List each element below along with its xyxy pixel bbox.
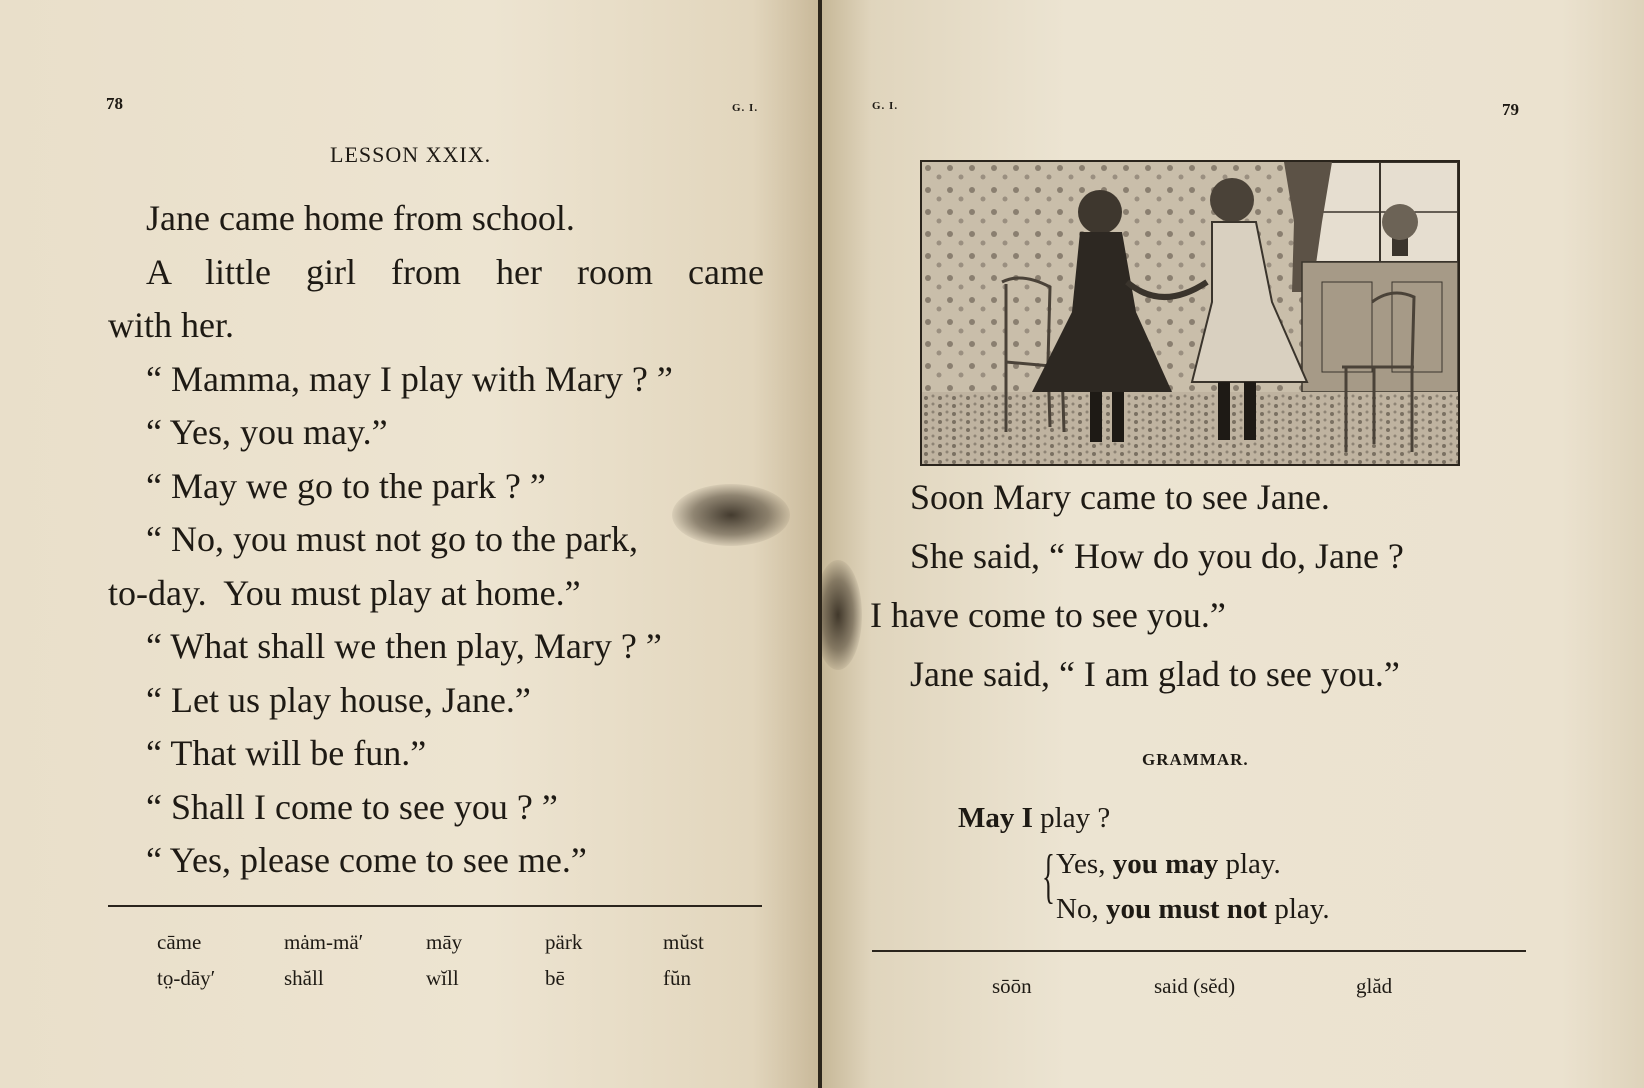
grammar-answer-yes bbox=[1056, 848, 1281, 881]
answer-bold: you may bbox=[1112, 848, 1219, 880]
grammar-question-rest: play ? bbox=[1032, 802, 1111, 834]
grammar-question bbox=[958, 802, 1110, 835]
text-line: “ Yes, you may.” bbox=[146, 412, 388, 452]
illustration-drawing bbox=[922, 162, 1458, 464]
vocab-word: bē bbox=[545, 966, 565, 990]
lesson-title: LESSON XXIX. bbox=[330, 142, 492, 167]
grammar-question-bold: May I bbox=[958, 802, 1033, 834]
vocab-word: mŭst bbox=[663, 930, 704, 954]
lesson-text bbox=[870, 468, 1490, 704]
text-line: I have come to see you.” bbox=[870, 595, 1226, 635]
vocab-word: fŭn bbox=[663, 966, 691, 990]
vocab-word: cāme bbox=[157, 930, 202, 954]
ink-smudge bbox=[672, 484, 790, 546]
text-line: “ Let us play house, Jane.” bbox=[146, 679, 531, 720]
grammar-answer-no bbox=[1056, 893, 1330, 926]
signature-mark: G. I. bbox=[872, 100, 899, 112]
text-line: “ May we go to the park ? ” bbox=[146, 465, 546, 506]
vocab-word: pärk bbox=[545, 930, 583, 954]
vocab-word: wĭll bbox=[426, 966, 459, 990]
text-line: Jane said, “ I am glad to see you.” bbox=[910, 654, 1400, 694]
text-line: to-day. You must play at home.” bbox=[108, 572, 581, 613]
text-line: Soon Mary came to see Jane. bbox=[910, 477, 1330, 517]
answer-pre: Yes, bbox=[1056, 848, 1113, 880]
page-number: 78 bbox=[106, 94, 123, 113]
answer-post: play. bbox=[1218, 848, 1281, 880]
text-line: A little girl from her room came bbox=[146, 251, 764, 292]
page-number: 79 bbox=[1502, 100, 1519, 119]
answer-pre: No, bbox=[1056, 893, 1106, 925]
vocab-word: māy bbox=[426, 930, 463, 954]
two-girls-holding-hands-illustration bbox=[920, 160, 1460, 466]
ink-smudge bbox=[822, 560, 862, 670]
curly-brace-icon: { bbox=[1042, 843, 1055, 909]
text-line: “ No, you must not go to the park, bbox=[146, 519, 638, 559]
text-line: “ Shall I come to see you ? ” bbox=[146, 786, 558, 827]
answer-bold: you must not bbox=[1105, 893, 1268, 925]
signature-mark: G. I. bbox=[732, 102, 759, 114]
text-line: “ Mamma, may I play with Mary ? ” bbox=[146, 358, 673, 399]
left-page bbox=[0, 0, 818, 1088]
divider-rule bbox=[108, 905, 762, 907]
text-line: “ Yes, please come to see me.” bbox=[146, 840, 587, 880]
text-line: “ What shall we then play, Mary ? ” bbox=[146, 626, 662, 666]
text-line: She said, “ How do you do, Jane ? bbox=[910, 536, 1404, 576]
text-line: with her. bbox=[108, 305, 234, 345]
vocab-word: sōōn bbox=[992, 974, 1032, 998]
vocab-word: said (sĕd) bbox=[1154, 974, 1236, 998]
vocab-word: to̤-dāy′ bbox=[157, 966, 216, 990]
grammar-heading: GRAMMAR. bbox=[1142, 750, 1249, 769]
text-line: Jane came home from school. bbox=[146, 198, 575, 238]
divider-rule bbox=[872, 950, 1526, 952]
answer-post: play. bbox=[1267, 893, 1330, 925]
lesson-text bbox=[108, 192, 764, 888]
vocab-word: glăd bbox=[1356, 974, 1393, 998]
text-line: “ That will be fun.” bbox=[146, 733, 427, 773]
vocab-word: mȧm-mä′ bbox=[284, 930, 364, 954]
vocab-word: shăll bbox=[284, 966, 324, 990]
